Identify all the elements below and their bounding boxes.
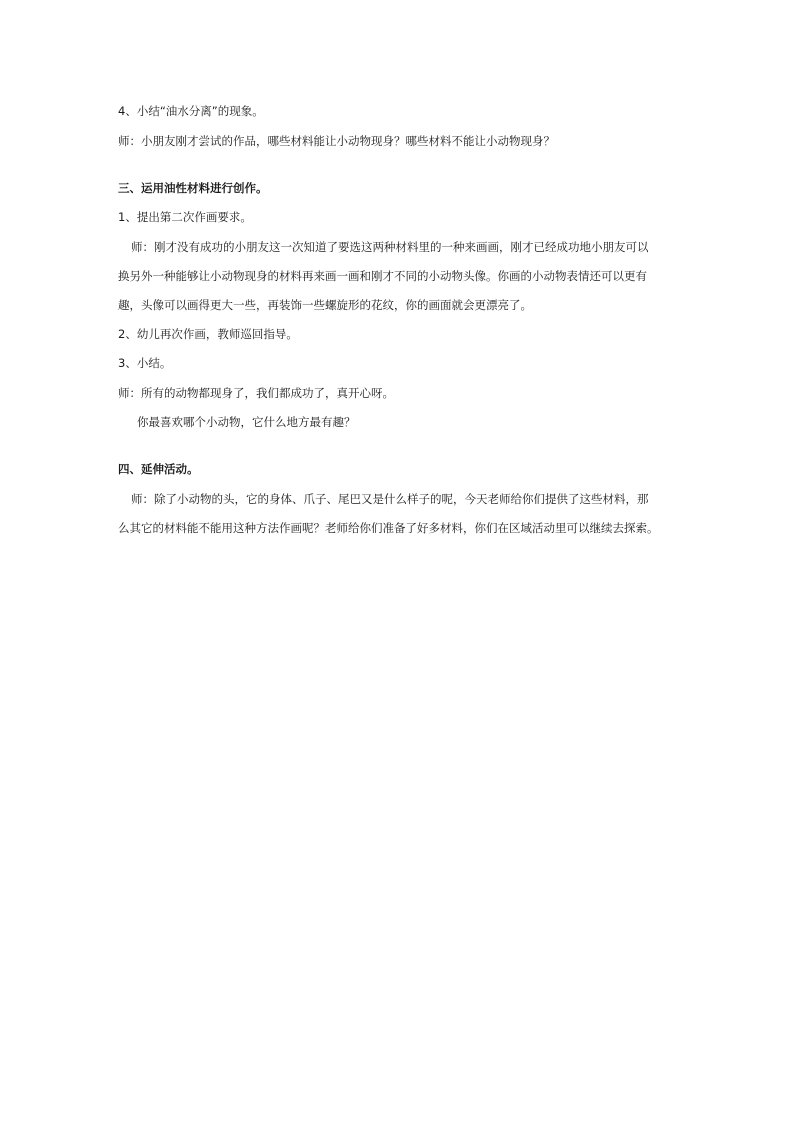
teacher-summary: 师：所有的动物都现身了，我们都成功了，真开心呀。 xyxy=(118,386,394,400)
section4-paragraph-line1: 师：除了小动物的头，它的身体、爪子、尾巴又是什么样子的呢，今天老师给你们提供了这些材料，那 xyxy=(131,492,649,506)
section3-item3: 3、小结。 xyxy=(118,356,172,370)
section3-item2: 2、幼儿再次作画，教师巡回指导。 xyxy=(118,327,298,341)
teacher-question-favorite: 你最喜欢哪个小动物，它什么地方最有趣？ xyxy=(137,415,356,429)
step4-summary: 4、小结“油水分离”的现象。 xyxy=(118,104,264,118)
section3-paragraph-line2: 换另外一种能够让小动物现身的材料再来画一画和刚才不同的小动物头像。你画的小动物表情还可以更有 xyxy=(118,269,647,283)
section3-heading: 三、运用油性材料进行创作。 xyxy=(118,181,268,195)
teacher-question-materials: 师：小朋友刚才尝试的作品，哪些材料能让小动物现身？哪些材料不能让小动物现身？ xyxy=(118,134,555,148)
section4-paragraph-line2: 么其它的材料能不能用这种方法作画呢？老师给你们准备了好多材料，你们在区域活动里可以继续去探索。 xyxy=(118,521,659,535)
section3-paragraph-line1: 师：刚才没有成功的小朋友这一次知道了要选这两种材料里的一种来画画，刚才已经成功地小朋友可以 xyxy=(131,240,649,254)
section3-paragraph-line3: 趣，头像可以画得更大一些，再装饰一些螺旋形的花纹，你的画面就会更漂亮了。 xyxy=(118,298,532,312)
section4-heading: 四、延伸活动。 xyxy=(118,462,199,476)
section3-item1: 1、提出第二次作画要求。 xyxy=(118,210,252,224)
